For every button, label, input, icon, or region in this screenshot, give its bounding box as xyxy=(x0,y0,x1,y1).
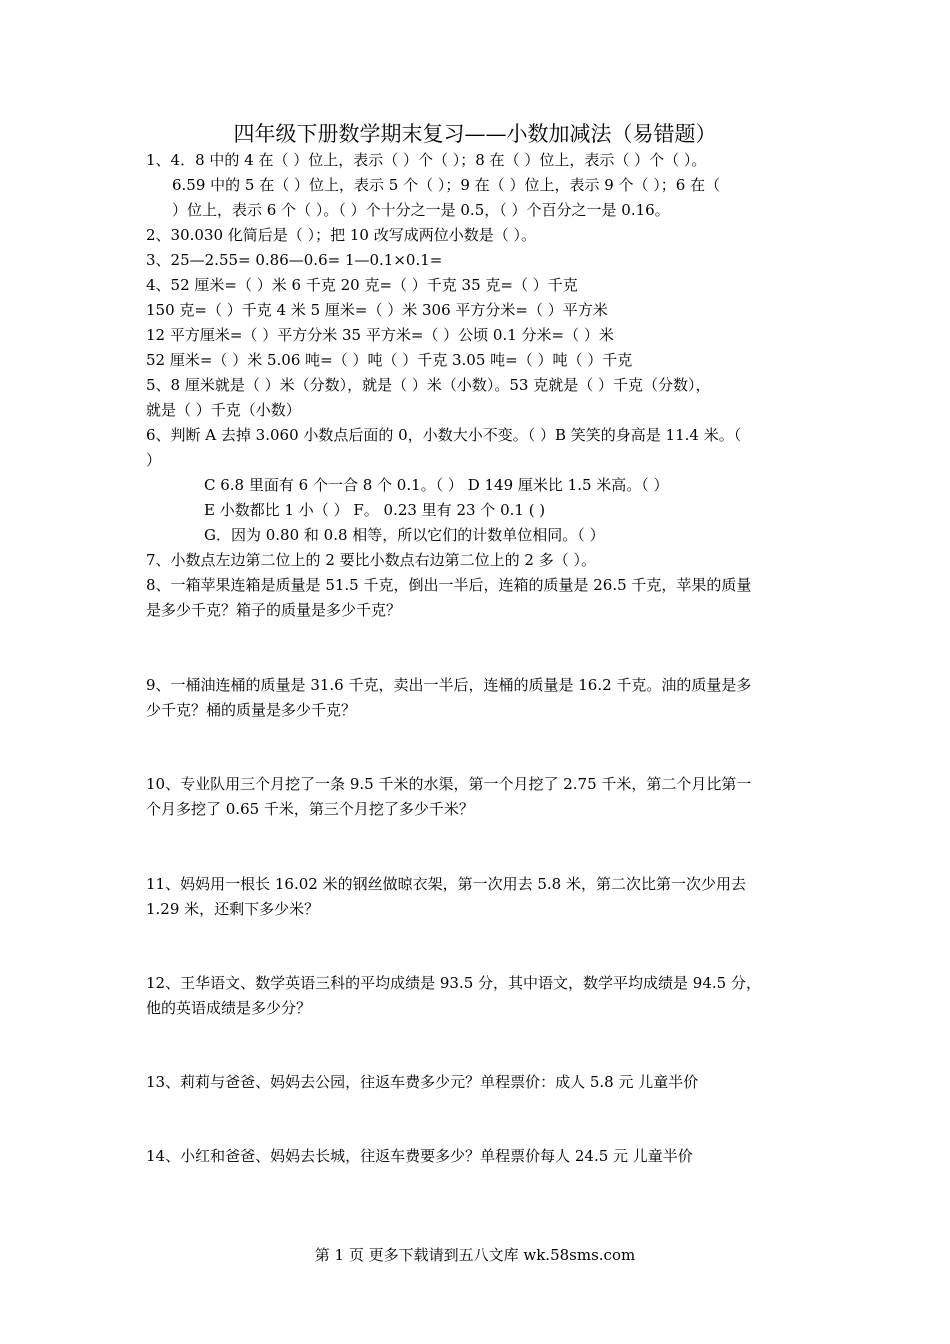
q10-line-1: 10、专业队用三个月挖了一条 9.5 千米的水渠，第一个月挖了 2.75 千米，第二个月比第一 xyxy=(146,775,752,793)
q11-line-1: 11、妈妈用一根长 16.02 米的钢丝做晾衣架，第一次用去 5.8 米，第二次比第一次少用去 xyxy=(146,875,746,893)
q1-line-1: 1、4．8 中的 4 在（ ）位上，表示（ ）个（ ）；8 在（ ）位上，表示（ ）个（ ）。 xyxy=(146,151,707,169)
q3-line: 3、25—2.55= 0.86—0.6= 1—0.1×0.1= xyxy=(146,251,443,269)
q14-line: 14、小红和爸爸、妈妈去长城，往返车费要多少？单程票价每人 24.5 元 儿童半价 xyxy=(146,1147,693,1165)
q7-line: 7、小数点左边第二位上的 2 要比小数点右边第二位上的 2 多（ ）。 xyxy=(146,551,596,569)
q9-line-2: 少千克？桶的质量是多少千克？ xyxy=(146,701,357,719)
q8-line-2: 是多少千克？箱子的质量是多少千克？ xyxy=(146,601,402,619)
q13-line: 13、莉莉与爸爸、妈妈去公园，往返车费多少元？单程票价：成人 5.8 元 儿童半价 xyxy=(146,1073,699,1091)
q6-line-2: ） xyxy=(146,451,162,469)
q6-option-g: G．因为 0.80 和 0.8 相等，所以它们的计数单位相同。（ ） xyxy=(204,526,605,544)
q1-line-3: ）位上，表示 6 个（ ）。（ ）个十分之一是 0.5，（ ）个百分之一是 0.16。 xyxy=(172,201,670,219)
q6-line-1: 6、判断 A 去掉 3.060 小数点后面的 0，小数大小不变。（ ）B 笑笑的身高是 11.4 米。（ xyxy=(146,426,742,444)
q10-line-2: 个月多挖了 0.65 千米，第三个月挖了多少千米？ xyxy=(146,800,474,818)
q2-line: 2、30.030 化简后是（ ）；把 10 改写成两位小数是（ ）。 xyxy=(146,226,536,244)
q9-line-1: 9、一桶油连桶的质量是 31.6 千克，卖出一半后，连桶的质量是 16.2 千克。油的质量是多 xyxy=(146,676,752,694)
q8-line-1: 8、一箱苹果连箱是质量是 51.5 千克，倒出一半后，连箱的质量是 26.5 千克，苹果的质量 xyxy=(146,576,752,594)
q6-option-cd: C 6.8 里面有 6 个一合 8 个 0.1。（ ） D 149 厘米比 1.5 米高。（ ） xyxy=(204,476,669,494)
page-title: 四年级下册数学期末复习——小数加减法（易错题） xyxy=(233,122,717,146)
q4-line-1: 4、52 厘米=（ ）米 6 千克 20 克=（ ）千克 35 克=（ ）千克 xyxy=(146,276,578,294)
q4-line-3: 12 平方厘米=（ ）平方分米 35 平方米=（ ）公顷 0.1 分米=（ ）米 xyxy=(146,326,614,344)
q1-line-2: 6.59 中的 5 在（ ）位上，表示 5 个（ ）；9 在（ ）位上，表示 9 个（ ）；6 在（ xyxy=(172,176,721,194)
q11-line-2: 1.29 米，还剩下多少米？ xyxy=(146,900,320,918)
q12-line-1: 12、王华语文、数学英语三科的平均成绩是 93.5 分，其中语文，数学平均成绩是 94.5 分， xyxy=(146,974,761,992)
q4-line-2: 150 克=（ ）千克 4 米 5 厘米=（ ）米 306 平方分米=（ ）平方米 xyxy=(146,301,608,319)
q4-line-4: 52 厘米=（ ）米 5.06 吨=（ ）吨（ ）千克 3.05 吨=（ ）吨（ ）千克 xyxy=(146,351,633,369)
q12-line-2: 他的英语成绩是多少分？ xyxy=(146,999,312,1017)
page-footer: 第 1 页 更多下载请到五八文库 wk.58sms.com xyxy=(314,1246,636,1264)
q5-line-2: 就是（ ）千克（小数） xyxy=(146,401,301,419)
q6-option-ef: E 小数都比 1 小（ ） F。 0.23 里有 23 个 0.1 ( ) xyxy=(204,501,546,519)
q5-line-1: 5、8 厘米就是（ ）米（分数），就是（ ）米（小数）。53 克就是（ ）千克（分数）， xyxy=(146,376,711,394)
